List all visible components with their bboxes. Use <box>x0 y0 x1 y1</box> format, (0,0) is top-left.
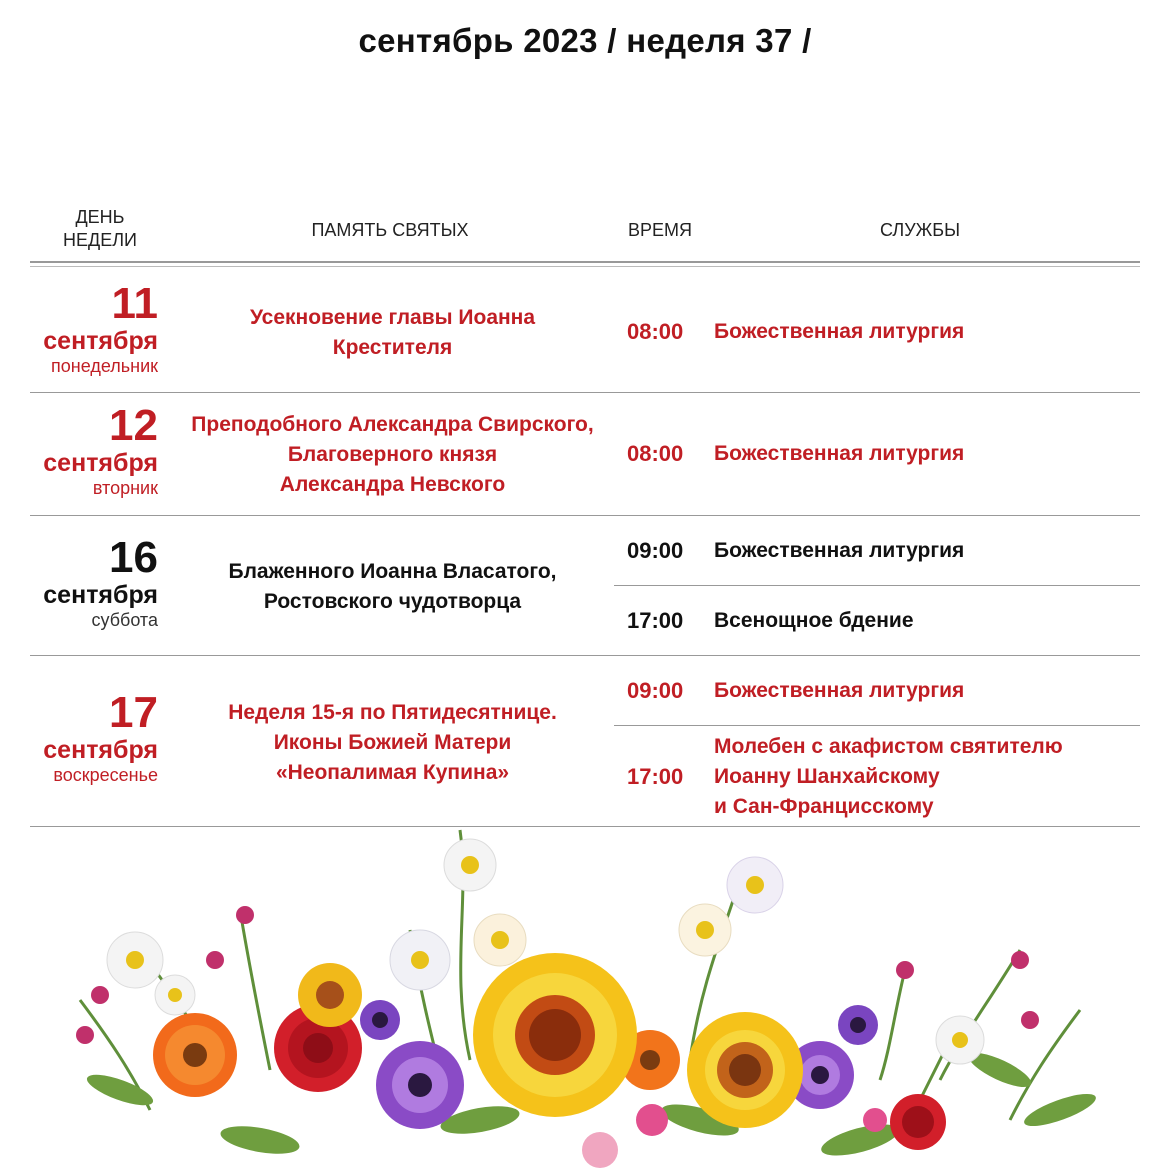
small-flower-icon <box>582 1132 618 1168</box>
page-title: сентябрь 2023 / неделя 37 / <box>358 22 812 59</box>
row-divider <box>30 392 1140 393</box>
date-block <box>20 535 158 631</box>
day-month: сентября <box>43 327 158 355</box>
column-header-day-line2: НЕДЕЛИ <box>63 230 137 250</box>
header-divider <box>30 261 1140 267</box>
day-month: сентября <box>43 449 158 477</box>
saint-line: Усекновение главы Иоанна <box>249 306 536 329</box>
saint-line: Преподобного Александра Свирского, <box>191 413 594 436</box>
column-header-day-line1: ДЕНЬ <box>75 207 125 227</box>
row-divider <box>30 655 1140 656</box>
saint-line: Неделя 15-я по Пятидесятнице. <box>228 701 557 724</box>
saint-line: Крестителя <box>332 336 453 359</box>
service-time: 08:00 <box>627 319 684 344</box>
saint-line: Александра Невского <box>279 473 506 496</box>
saint-commemoration <box>180 557 605 617</box>
saint-line: Ростовского чудотворца <box>263 590 522 613</box>
service-name <box>714 606 914 636</box>
service-divider <box>614 585 1140 586</box>
service-line: Иоанну Шанхайскому <box>714 765 940 788</box>
rose-icon <box>890 1094 946 1150</box>
day-number: 12 <box>109 401 158 450</box>
saint-line: «Неопалимая Купина» <box>275 761 510 784</box>
service-time: 17:00 <box>627 608 684 633</box>
service-line: Божественная литургия <box>714 679 965 702</box>
service-time: 09:00 <box>627 538 684 563</box>
day-number: 11 <box>111 279 158 328</box>
sunflower-icon <box>473 953 637 1117</box>
date-block <box>20 403 158 499</box>
service-line: и Сан-Францисскому <box>714 795 934 818</box>
service-time: 17:00 <box>627 764 684 789</box>
service-line: Всенощное бдение <box>714 609 914 632</box>
service-name <box>714 439 964 469</box>
saint-line: Блаженного Иоанна Власатого, <box>228 560 557 583</box>
sunflower-icon <box>687 1012 803 1128</box>
service-line: Божественная литургия <box>714 320 965 343</box>
day-number: 17 <box>109 688 158 737</box>
day-weekday: вторник <box>92 478 158 498</box>
column-header-services: СЛУЖБЫ <box>879 220 960 240</box>
column-header-day <box>40 206 160 252</box>
column-header-time: ВРЕМЯ <box>627 220 692 240</box>
day-weekday: воскресенье <box>53 765 158 785</box>
saint-commemoration <box>180 303 605 363</box>
service-name <box>714 317 964 347</box>
service-time: 09:00 <box>627 678 684 703</box>
column-header-saints: ПАМЯТЬ СВЯТЫХ <box>311 220 469 240</box>
service-divider <box>614 725 1140 726</box>
saint-commemoration <box>180 410 605 500</box>
saint-commemoration <box>180 698 605 788</box>
gerbera-icon <box>153 1013 237 1097</box>
service-name <box>714 536 964 566</box>
flower-border-icon <box>0 820 1170 1170</box>
day-month: сентября <box>43 581 158 609</box>
service-line: Божественная литургия <box>714 442 965 465</box>
service-time: 08:00 <box>627 441 684 466</box>
saint-line: Иконы Божией Матери <box>273 731 512 754</box>
day-month: сентября <box>43 736 158 764</box>
service-name <box>714 676 964 706</box>
sunflower-icon <box>298 963 362 1027</box>
date-block <box>20 690 158 786</box>
day-weekday: суббота <box>91 610 158 630</box>
anemone-icon <box>838 1005 878 1045</box>
day-weekday: понедельник <box>51 356 158 376</box>
row-divider <box>30 515 1140 516</box>
service-line: Молебен с акафистом святителю <box>714 735 1063 758</box>
date-block <box>20 281 158 377</box>
day-number: 16 <box>109 533 158 582</box>
saint-line: Благоверного князя <box>287 443 498 466</box>
service-line: Божественная литургия <box>714 539 965 562</box>
anemone-icon <box>376 1041 464 1129</box>
service-name <box>714 732 1063 822</box>
anemone-icon <box>360 1000 400 1040</box>
